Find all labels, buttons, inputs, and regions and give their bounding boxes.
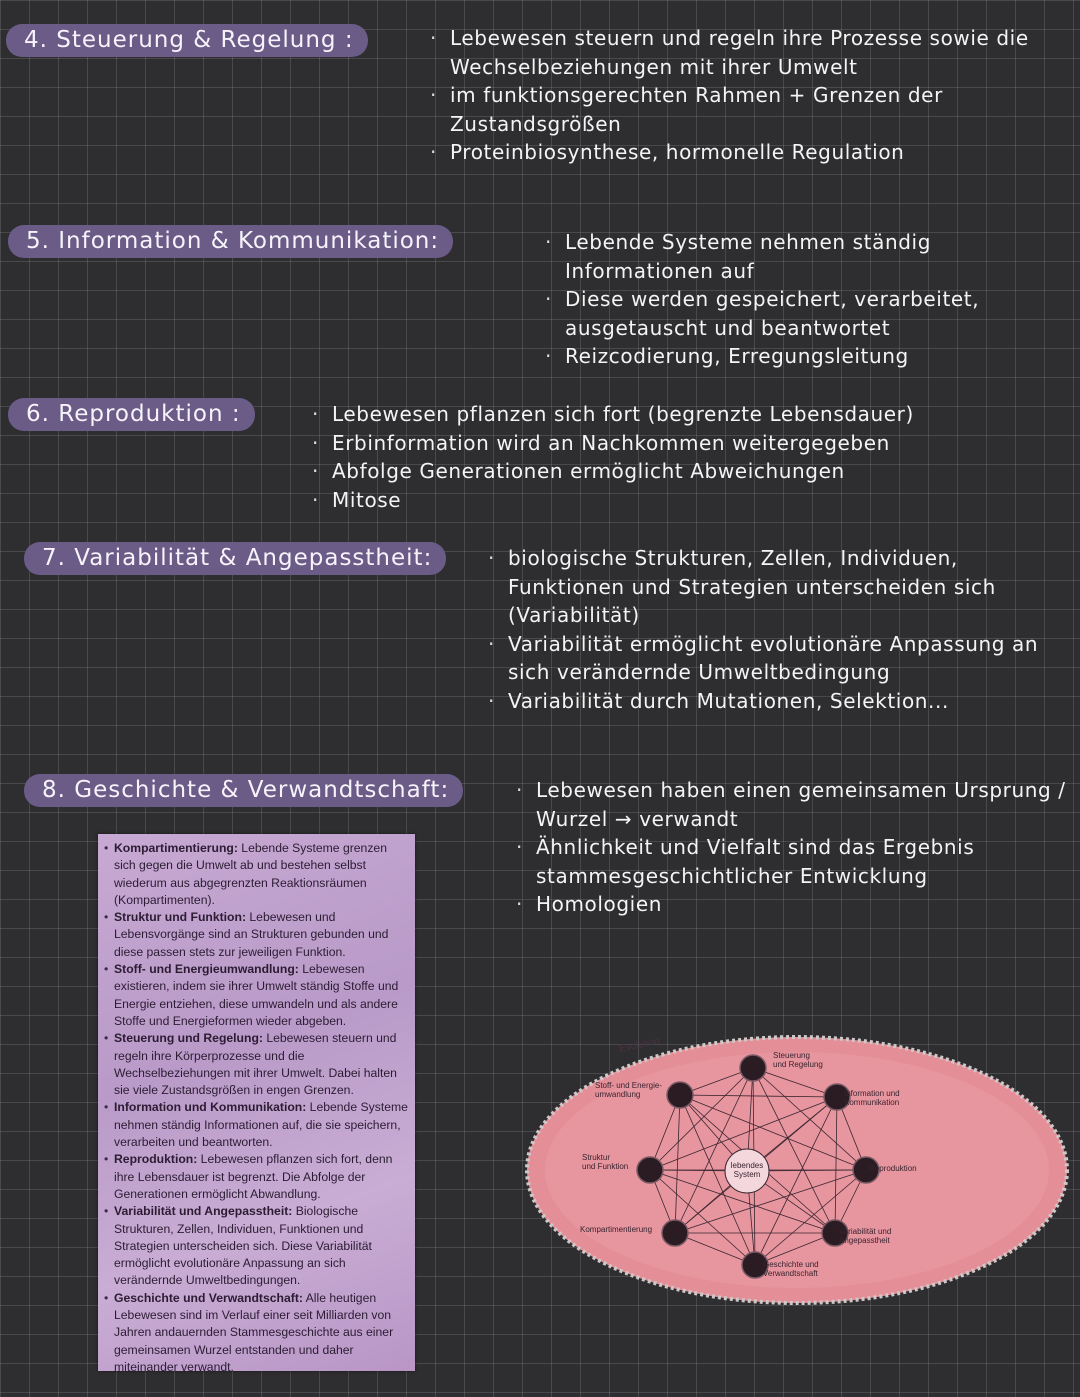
diagram-node-label: Stoff- und Energie-umwandlung	[595, 1081, 663, 1099]
note: · im funktionsgerechten Rahmen + Grenzen der Zustandsgrößen	[430, 81, 1070, 138]
note: · Diese werden gespeichert, verarbeitet, ausgetauscht und beantwortet	[545, 285, 1070, 342]
diagram-node-label: Kompartimentierung	[580, 1225, 653, 1234]
note: · Reizcodierung, Erregungsleitung	[545, 342, 1070, 371]
diagram-node	[667, 1082, 693, 1108]
clipping-item: • Struktur und Funktion: Lebewesen und Lebensvorgänge sind an Strukturen gebunden und diese passen stets zur jeweiligen Funktion.	[104, 909, 409, 961]
note: · Mitose	[312, 486, 1077, 515]
notes-reproduktion	[312, 400, 1077, 514]
diagram-node-label: Steuerung und Regelung	[773, 1051, 823, 1069]
section-heading-geschichte: 8. Geschichte & Verwandtschaft:	[24, 774, 463, 807]
diagram-node-label: Information und Kommunikation	[844, 1089, 900, 1107]
notes-steuerung	[430, 24, 1070, 167]
note: · Abfolge Generationen ermöglicht Abweichungen	[312, 457, 1077, 486]
textbook-clipping	[98, 834, 415, 1374]
clipping-item: • Geschichte und Verwandtschaft: Alle heutigen Lebewesen sind im Verlauf einer seit Milliarden von Jahren andauernden Stammesgeschichte aus einer gemeinsamen Wurzel entstanden und daher miteinander verwandt.	[104, 1290, 409, 1376]
note: · Homologien	[516, 890, 1076, 919]
note: · Lebewesen pflanzen sich fort (begrenzte Lebensdauer)	[312, 400, 1077, 429]
clipping-item: • Information und Kommunikation: Lebende Systeme nehmen ständig Informationen auf, die sie speichern, verarbeiten und beantworten.	[104, 1099, 409, 1151]
notes-variabilitaet	[488, 544, 1073, 715]
clipping-item: • Reproduktion: Lebewesen pflanzen sich fort, denn ihre Lebensdauer ist begrenzt. Die Abfolge der Generationen ermöglicht Abwandlung.	[104, 1151, 409, 1203]
clipping-item: • Variabilität und Angepasstheit: Biologische Strukturen, Zellen, Individuen, Funktionen und Strategien unterscheiden sich. Diese Variabilität ermöglicht evolutionäre Anpassung an sich verändernde Umweltbedingungen.	[104, 1203, 409, 1289]
diagram-node	[740, 1055, 766, 1081]
note: · Ähnlichkeit und Vielfalt sind das Ergebnis stammesgeschichtlicher Entwicklung	[516, 833, 1076, 890]
note: · Lebewesen haben einen gemeinsamen Ursprung / Wurzel → verwandt	[516, 776, 1076, 833]
center-label-line1: lebendes	[730, 1161, 764, 1170]
note: · Variabilität ermöglicht evolutionäre Anpassung an sich verändernde Umweltbedingung	[488, 630, 1073, 687]
clipping-item: • Stoff- und Energieumwandlung: Lebewesen existieren, indem sie ihrer Umwelt ständig Stoffe und Energie entziehen, diese umwandeln und als andere Stoffe und Energieformen wieder abgeben.	[104, 961, 409, 1030]
note: · biologische Strukturen, Zellen, Individuen, Funktionen und Strategien unterscheiden sich (Variabilität)	[488, 544, 1073, 630]
diagram-node	[637, 1157, 663, 1183]
note: · Erbinformation wird an Nachkommen weitergegeben	[312, 429, 1077, 458]
diagram-node-label: Struktur und Funktion	[582, 1153, 629, 1171]
clipping-item: • Steuerung und Regelung: Lebewesen steuern und regeln ihre Körperprozesse und die Wechselbeziehungen mit ihrer Umwelt. Dabei halten sie viele Zustandsgrößen in engen Grenzen.	[104, 1030, 409, 1099]
diagram-node-label: Reproduktion	[869, 1164, 917, 1173]
note: · Lebewesen steuern und regeln ihre Prozesse sowie die Wechselbeziehungen mit ihrer Umwelt	[430, 24, 1070, 81]
section-heading-steuerung: 4. Steuerung & Regelung :	[6, 24, 368, 57]
section-heading-variabilitaet: 7. Variabilität & Angepasstheit:	[24, 542, 446, 575]
living-system-diagram	[520, 1030, 1075, 1310]
note: · Variabilität durch Mutationen, Selektion...	[488, 687, 1073, 716]
diagram-node-label: Variabilität und Angepasstheit	[839, 1227, 892, 1245]
note: · Lebende Systeme nehmen ständig Informationen auf	[545, 228, 1070, 285]
diagram-node	[662, 1220, 688, 1246]
notes-geschichte	[516, 776, 1076, 919]
diagram-node-label: Geschichte und Verwandtschaft	[763, 1260, 819, 1278]
note: · Proteinbiosynthese, hormonelle Regulation	[430, 138, 1070, 167]
section-heading-reproduktion: 6. Reproduktion :	[8, 398, 255, 431]
section-heading-information: 5. Information & Kommunikation:	[8, 225, 453, 258]
clipping-item: • Kompartimentierung: Lebende Systeme grenzen sich gegen die Umwelt ab und bestehen selbst wiederum aus abgegrenzten Reaktionsräumen (Kompartimenten).	[104, 840, 409, 909]
notes-information	[545, 228, 1070, 371]
center-label-line2: System	[733, 1170, 761, 1179]
evolution-label: Evolution	[618, 1035, 661, 1055]
